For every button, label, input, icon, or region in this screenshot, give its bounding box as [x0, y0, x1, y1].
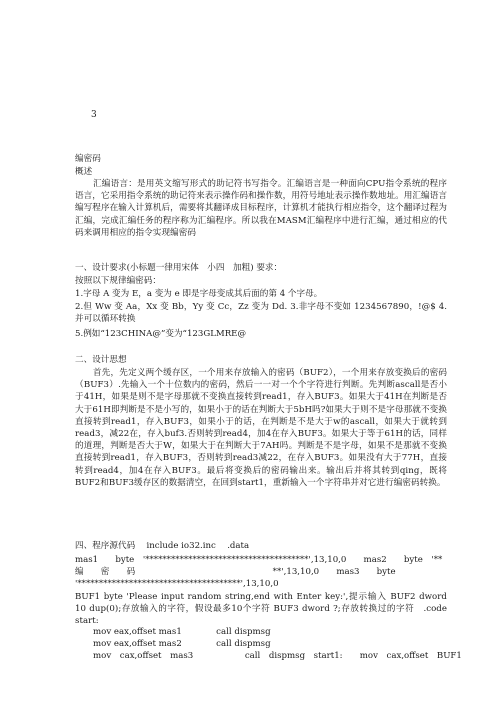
page-number: 3 — [91, 110, 97, 120]
rule-2: 2.但 Ww 变 Aa，Xx 变 Bb，Yy 变 Cc，Zz 变为 Dd. 3.非字母不变如 1234567890，!@$ 4. 并可以循环转换 — [75, 302, 447, 325]
code-line: mov cax,offset mas3 call dispmsg start1: mov cax,offset BUF1 — [93, 651, 462, 661]
code-line: mov eax,offset mas2 call dispmsg — [93, 639, 271, 649]
rules-intro: 按照以下规律编密码： — [75, 276, 161, 286]
section-title-source: 四、程序源代码 include io32.inc .data — [75, 541, 250, 551]
overview-paragraph: 汇编语言：是用英文缩写形式的助记符书写指令。汇编语言是一种面向CPU指令系统的程序语言，它采用指令系统的助记符来表示操作码和操作数，用符号地址表示操作数地址。用汇编语言编写程序在输入计算机后，需要将其翻译成目标程序，计算机才能执行相应指令，这个翻译过程为汇编，完成汇编任务的程序称为汇编程序。所以我在MASM汇编程序中进行汇编，通过相应的代码来调用相应的指令实现编密码 — [75, 179, 447, 238]
code-line: 编 密 码 **',13,10,0 mas3 byte — [75, 567, 396, 577]
code-line: '**************************************',13,10,0 — [75, 579, 279, 589]
design-paragraph: 首先，先定义两个缓存区，一个用来存放输入的密码（BUF2），一个用来存放变换后的密码（BUF3）.先输入一个十位数内的密码，然后一一对一个个字符进行判断。先判断ascall是否小于41H，如果是则不是字母那就不变换直接转到read1，存入BUF3。如果大于41H在判断是否大于61H即判断是不是小写的，如果小于的话在判断大于5bH吗?如果大于则不是字母那就不变换直接转到read1，存入BUF3，如果小于的话，在判断是不是大于w的ascall，如果大于就转到read3，减22在，存入buf3.否则转到read4，加4在存入BUF3。如果大于等于61H的话，同样的道理，判断是否大于W，如果大于在判断大于7AH吗。判断是不是字母，如果不是那就不变换直接转到read1，存入BUF3，否则转到read3减22，在存入BUF3。如果没有大于77H，直接转到read4，加4在存入BUF3。最后将变换后的密码输出来。输出后并将其转到qing，既将BUF2和BUF3缓存区的数据清空，在回到start1，重新输入一个字符串并对它进行编密码转换。 — [75, 368, 447, 488]
rule-5: 5.例如“123CHINA@”变为“123GLMRE@ — [75, 329, 247, 339]
section-title-requirements: 一、设计要求(小标题一律用宋体 小四 加粗) 要求： — [75, 263, 283, 273]
section-title-design: 二、设计思想 — [75, 355, 127, 365]
document-heading: 编密码 — [75, 154, 101, 164]
code-line: BUF1 byte 'Please input random string,end with Enter key:',提示输入 BUF2 dword 10 dup(0);存放输入的字符，假设最多10个字符 BUF3 dword ?;存放转换过的字符 .code start: — [75, 592, 447, 627]
code-line: mas1 byte '**************************************',13,10,0 mas2 byte '** — [75, 555, 443, 565]
rule-1: 1.字母 A 变为 E，a 变为 e 即是字母变成其后面的第 4 个字母。 — [75, 289, 323, 299]
overview-label: 概述 — [75, 167, 93, 177]
code-line: mov eax,offset mas1 call dispmsg — [93, 627, 271, 637]
